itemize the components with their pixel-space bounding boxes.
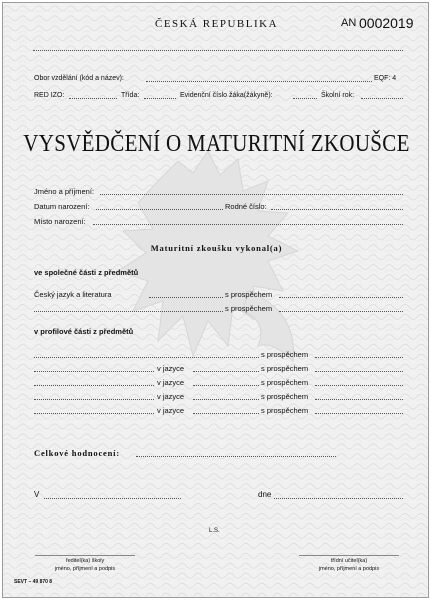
profile-language-5-input[interactable] <box>193 413 259 414</box>
teacher-signature-line[interactable] <box>299 555 399 556</box>
overall-input[interactable] <box>136 456 336 457</box>
eqf-label: EQF: 4 <box>374 75 397 82</box>
birth-date-input[interactable] <box>96 209 223 210</box>
field-of-study-input[interactable] <box>146 81 372 82</box>
register-number-input[interactable] <box>293 98 317 99</box>
profile-result-4-label: s prospěchem <box>261 392 309 401</box>
profile-result-5-label: s prospěchem <box>261 406 309 415</box>
page-title: VYSVĚDČENÍ O MATURITNÍ ZKOUŠCE <box>23 128 410 157</box>
profile-result-1-label: s prospěchem <box>261 350 309 359</box>
profile-language-3-input[interactable] <box>193 385 259 386</box>
director-signature-line[interactable] <box>35 555 135 556</box>
birth-number-input[interactable] <box>271 209 403 210</box>
country-name: ČESKÁ REPUBLIKA <box>155 18 279 30</box>
profile-subject-3-input[interactable] <box>34 385 154 386</box>
common-result-2-input[interactable] <box>279 311 403 312</box>
profile-subject-5-input[interactable] <box>34 413 154 414</box>
date-input[interactable] <box>274 498 403 499</box>
certificate-sheet <box>2 2 429 598</box>
profile-result-3-label: s prospěchem <box>261 378 309 387</box>
overall-label: Celkové hodnocení: <box>34 448 120 458</box>
profile-result-4-input[interactable] <box>315 399 403 400</box>
school-year-input[interactable] <box>361 98 403 99</box>
place-input[interactable] <box>44 498 181 499</box>
school-name-line[interactable] <box>33 50 403 51</box>
series-prefix: AN <box>341 17 357 29</box>
profile-result-2-label: s prospěchem <box>261 364 309 373</box>
birth-place-label: Místo narození: <box>34 217 86 226</box>
common-result-1-label: s prospěchem <box>225 290 273 299</box>
form-code: SEVT – 49 870 8 <box>14 579 53 585</box>
director-subcaption: jméno, příjmení a podpis <box>54 566 116 572</box>
name-input[interactable] <box>100 194 403 195</box>
date-label: dne <box>258 490 272 499</box>
profile-language-2-input[interactable] <box>193 371 259 372</box>
profile-language-5-label: v jazyce <box>157 406 185 415</box>
serial-number: 0002019 <box>359 15 414 31</box>
field-of-study-label: Obor vzdělání (kód a název): <box>34 75 124 82</box>
profile-subject-1-input[interactable] <box>34 357 259 358</box>
teacher-subcaption: jméno, příjmení a podpis <box>318 566 380 572</box>
profile-result-3-input[interactable] <box>315 385 403 386</box>
profile-language-2-label: v jazyce <box>157 364 185 373</box>
profile-result-1-input[interactable] <box>315 357 403 358</box>
lion-watermark-icon <box>98 141 338 381</box>
common-result-1-input[interactable] <box>279 297 403 298</box>
common-subject-1: Český jazyk a literatura <box>34 290 112 299</box>
common-result-2-label: s prospěchem <box>225 304 273 313</box>
school-year-label: Školní rok: <box>321 92 355 99</box>
common-subject-1-input[interactable] <box>149 297 223 298</box>
profile-language-4-input[interactable] <box>193 399 259 400</box>
red-izo-input[interactable] <box>69 98 117 99</box>
place-label: V <box>34 490 40 499</box>
birth-date-label: Datum narození: <box>34 202 90 211</box>
exam-heading: Maturitní zkoušku vykonal(a) <box>150 243 283 253</box>
register-number-label: Evidenční číslo žáka(žákyně): <box>180 92 273 99</box>
birth-number-label: Rodné číslo: <box>225 202 267 211</box>
name-label: Jméno a příjmení: <box>34 187 95 196</box>
teacher-caption: třídní učitel(ka) <box>330 558 368 564</box>
profile-result-2-input[interactable] <box>315 371 403 372</box>
class-input[interactable] <box>144 98 176 99</box>
profile-language-3-label: v jazyce <box>157 378 185 387</box>
class-label: Třída: <box>121 92 140 99</box>
seal-label: L.S. <box>209 528 220 534</box>
profile-subject-2-input[interactable] <box>34 371 154 372</box>
birth-place-input[interactable] <box>93 224 403 225</box>
profile-part-heading: v profilové části z předmětů <box>34 327 134 336</box>
director-caption: ředitel(ka) školy <box>65 558 105 564</box>
red-izo-label: RED IZO: <box>34 92 65 99</box>
common-part-heading: ve společné části z předmětů <box>34 268 139 277</box>
profile-language-4-label: v jazyce <box>157 392 185 401</box>
profile-result-5-input[interactable] <box>315 413 403 414</box>
profile-subject-4-input[interactable] <box>34 399 154 400</box>
common-subject-2-input[interactable] <box>34 311 223 312</box>
